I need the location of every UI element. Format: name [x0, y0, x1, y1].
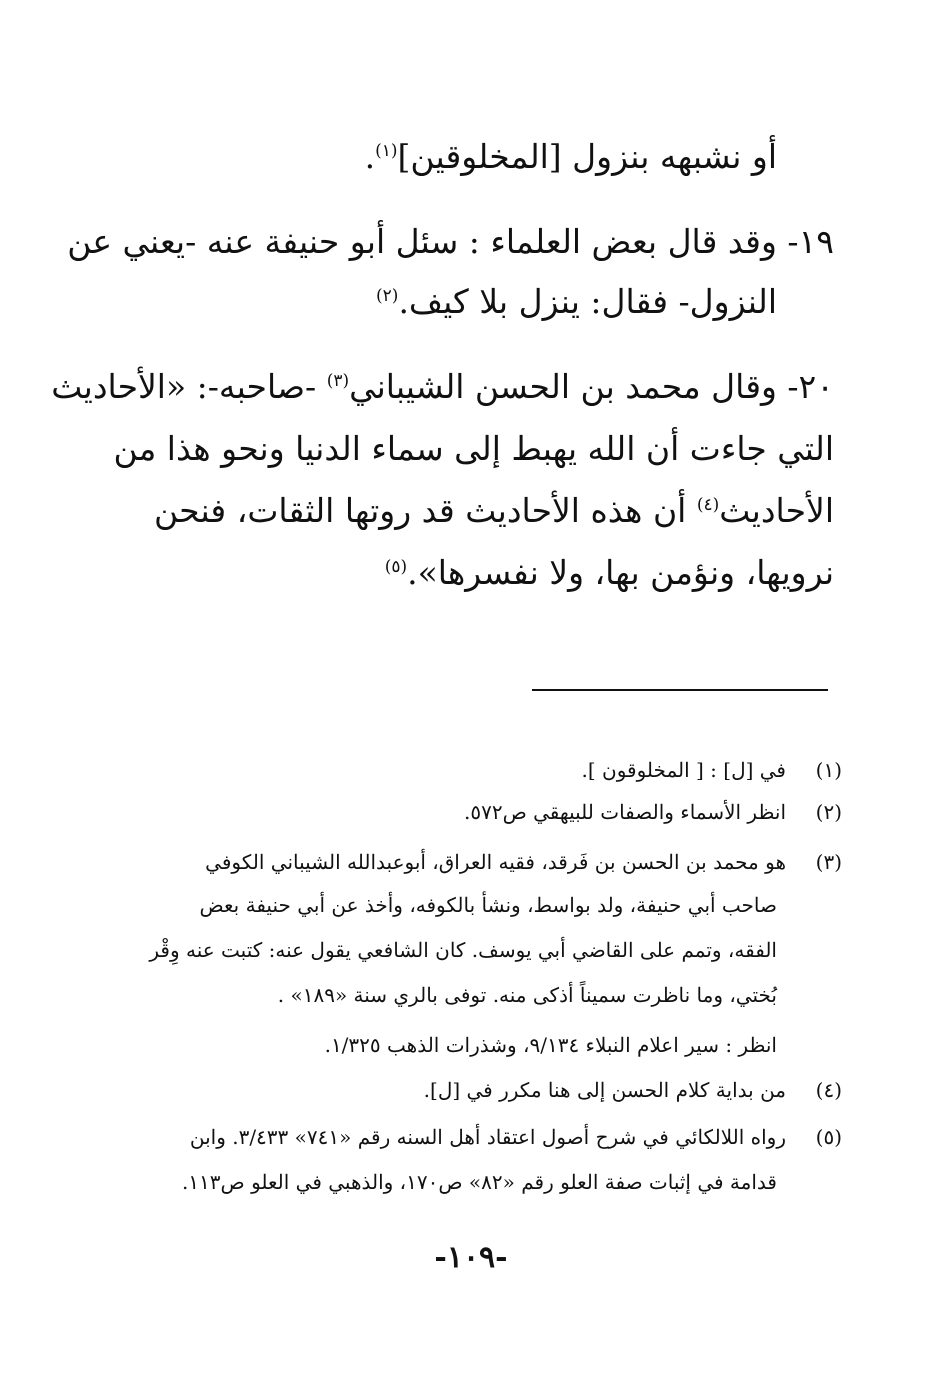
footnote-3-number: (٣): [815, 850, 842, 874]
paragraph-19-line-2-text: النزول- فقال: ينزل بلا كيف.: [398, 282, 777, 321]
paragraph-20-line-4-text: نرويها، ونؤمن بها، ولا نفسرها».: [407, 553, 834, 592]
paragraph-19-line-1: ١٩- وقد قال بعض العلماء : سئل أبو حنيفة عنه -يعني عن: [67, 222, 834, 261]
footnote-3-line-5: انظر : سير اعلام النبلاء ٩/١٣٤، وشذرات الذهب ١/٣٢٥.: [324, 1033, 777, 1057]
body-line-1-end: .: [364, 137, 376, 176]
footnote-separator: [532, 689, 828, 691]
footnote-5-line-2: قدامة في إثبات صفة العلو رقم «٨٢» ص١٧٠، والذهبي في العلو ص١١٣.: [181, 1170, 777, 1194]
footnote-ref-3: (٣): [326, 371, 350, 391]
body-line-1-text: أو نشبهه بنزول [المخلوقين]: [397, 137, 777, 176]
footnote-2: [108, 802, 842, 822]
footnote-5: [108, 1127, 842, 1147]
footnote-1-text: في [ل] : [ المخلوقون ].: [581, 758, 786, 782]
page-number: -١٠٩-: [434, 1240, 508, 1275]
footnote-3-line-1: هو محمد بن الحسن بن فَرقد، فقيه العراق، أبوعبدالله الشيباني الكوفي: [205, 850, 786, 874]
paragraph-20-line-3a: الأحاديث: [719, 491, 834, 530]
footnote-ref-5: (٥): [384, 557, 408, 577]
paragraph-20-line-3: [108, 491, 834, 530]
footnote-ref-2: (٢): [376, 286, 399, 306]
paragraph-20-line-1b: -صاحبه-: «الأحاديث: [51, 367, 327, 406]
paragraph-20-line-2: التي جاءت أن الله يهبط إلى سماء الدنيا ونحو هذا من: [113, 429, 834, 468]
footnote-ref-1: (١): [375, 141, 398, 161]
footnote-2-number: (٢): [815, 800, 842, 824]
paragraph-20-line-1a: ٢٠- وقال محمد بن الحسن الشيباني: [349, 367, 834, 406]
paragraph-20-line-1: [51, 367, 834, 406]
paragraph-19-line-2: [108, 282, 777, 321]
footnote-1-number: (١): [815, 758, 842, 782]
footnote-4-text: من بداية كلام الحسن إلى هنا مكرر في [ل].: [423, 1078, 786, 1102]
footnote-1: [108, 760, 842, 780]
footnote-3-line-3: الفقه، وتمم على القاضي أبي يوسف. كان الشافعي يقول عنه: كتبت عنه وِقْر: [149, 938, 777, 962]
footnote-4: [108, 1080, 842, 1100]
footnote-ref-4: (٤): [696, 495, 720, 515]
footnote-4-number: (٤): [815, 1078, 842, 1102]
footnote-5-line-1: رواه اللالكائي في شرح أصول اعتقاد أهل السنه رقم «٧٤١» ٣/٤٣٣. وابن: [189, 1125, 786, 1149]
footnote-5-number: (٥): [815, 1125, 842, 1149]
footnote-3-line-4: بُختي، وما ناظرت سميناً أذكى منه. توفى بالري سنة «١٨٩» .: [277, 983, 777, 1007]
footnote-3-line-2: صاحب أبي حنيفة، ولد بواسط، ونشأ بالكوفه، وأخذ عن أبي حنيفة بعض: [199, 893, 777, 917]
footnote-3: [108, 852, 842, 872]
paragraph-20-line-3b: أن هذه الأحاديث قد روتها الثقات، فنحن: [154, 491, 697, 530]
footnote-2-text: انظر الأسماء والصفات للبيهقي ص٥٧٢.: [463, 800, 786, 824]
body-line-1: [108, 137, 777, 176]
paragraph-20-line-4: [108, 553, 834, 592]
